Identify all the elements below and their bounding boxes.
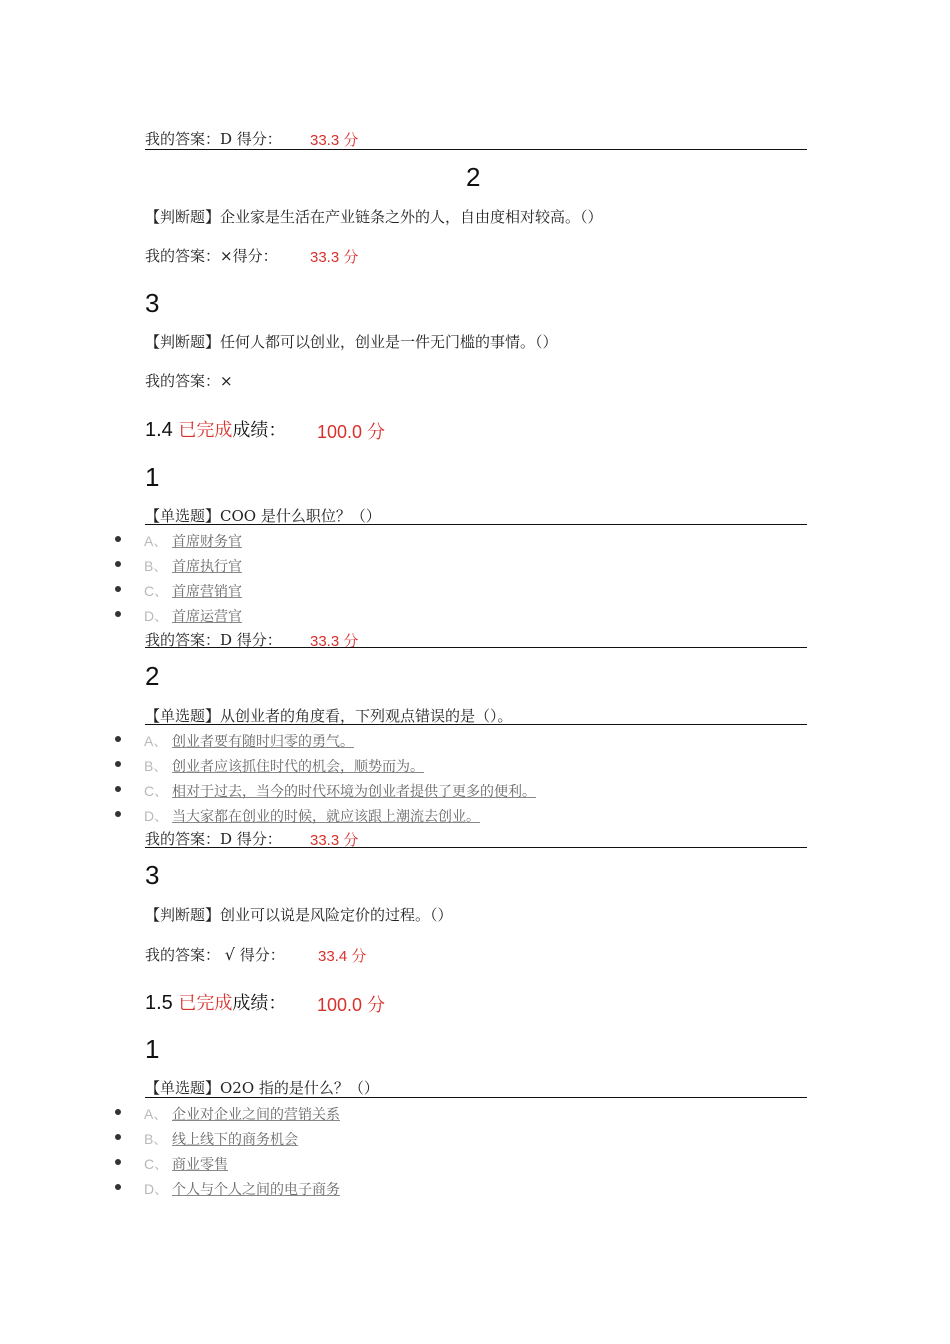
- question-text: 【判断题】创业可以说是风险定价的过程。（）: [145, 906, 453, 924]
- question-text: 【单选题】COO 是什么职位？（）: [145, 507, 381, 525]
- option-letter: D、: [144, 808, 169, 824]
- question-text: 【单选题】从创业者的角度看，下列观点错误的是（）。: [145, 707, 513, 725]
- bullet-icon: [115, 736, 121, 742]
- bullet-icon: [115, 536, 121, 542]
- answer-mark: ×: [220, 247, 233, 265]
- section-number: 1.4: [145, 419, 173, 441]
- question-number: 1: [145, 1034, 160, 1064]
- bullet-icon: [115, 1134, 121, 1140]
- option-text[interactable]: 商业零售: [172, 1157, 228, 1173]
- bullet-icon: [115, 1109, 121, 1115]
- divider: [145, 149, 807, 150]
- section-number: 1.5: [145, 992, 173, 1014]
- option-letter: A、: [144, 533, 168, 549]
- section-header: [145, 989, 286, 1015]
- bullet-icon: [115, 811, 121, 817]
- question-number: 3: [145, 288, 160, 318]
- question-number: 2: [466, 162, 481, 192]
- option-letter: B、: [144, 558, 168, 574]
- option-letter: D、: [144, 1181, 169, 1197]
- grade-label: 成绩：: [232, 420, 287, 441]
- option-text[interactable]: 企业对企业之间的营销关系: [172, 1107, 340, 1123]
- option-letter: A、: [144, 1106, 168, 1122]
- grade-label: 成绩：: [232, 993, 287, 1014]
- question-text: 【判断题】任何人都可以创业，创业是一件无门槛的事情。（）: [145, 333, 558, 351]
- answer-line: [145, 370, 233, 391]
- option-letter: C、: [144, 1156, 169, 1172]
- score-label: 得分：: [239, 946, 285, 964]
- score-value: 33.3 分: [310, 633, 359, 650]
- answer-line: [145, 828, 282, 849]
- option-text[interactable]: 首席财务官: [172, 534, 242, 550]
- option-letter: B、: [144, 1131, 168, 1147]
- option-letter: C、: [144, 783, 169, 799]
- section-header: [145, 416, 286, 442]
- option-letter: B、: [144, 758, 168, 774]
- option-text[interactable]: 创业者应该抓住时代的机会，顺势而为。: [172, 759, 424, 775]
- score-value: 33.3 分: [310, 249, 359, 266]
- divider: [145, 1097, 807, 1098]
- answer-label: 我的答案：: [145, 372, 221, 390]
- question-text: 【判断题】企业家是生活在产业链条之外的人，自由度相对较高。（）: [145, 208, 603, 226]
- option-letter: D、: [144, 608, 169, 624]
- section-grade: 100.0 分: [317, 995, 386, 1015]
- score-value: 33.4 分: [318, 948, 367, 965]
- answer-line: [145, 944, 285, 965]
- option-letter: A、: [144, 733, 168, 749]
- answer-mark: ×: [220, 372, 233, 390]
- option-text[interactable]: 首席运营官: [172, 609, 242, 625]
- question-number: 3: [145, 860, 160, 890]
- bullet-icon: [115, 761, 121, 767]
- divider: [145, 724, 807, 725]
- score-label: 得分：: [232, 247, 278, 265]
- answer-mark: √: [224, 945, 235, 964]
- answer-label: 我的答案：D 得分：: [145, 130, 282, 148]
- option-letter: C、: [144, 583, 169, 599]
- score-value: 33.3 分: [310, 132, 359, 149]
- answer-label: 我的答案：D 得分：: [145, 631, 282, 649]
- divider: [145, 847, 807, 848]
- bullet-icon: [115, 1184, 121, 1190]
- question-number: 1: [145, 462, 160, 492]
- answer-line: [145, 245, 278, 266]
- option-text[interactable]: 创业者要有随时归零的勇气。: [172, 734, 354, 750]
- answer-line: [145, 128, 282, 149]
- answer-label: 我的答案：: [145, 247, 221, 265]
- bullet-icon: [115, 611, 121, 617]
- option-text[interactable]: 当大家都在创业的时候，就应该跟上潮流去创业。: [172, 809, 480, 825]
- section-status: 已完成: [178, 993, 233, 1014]
- bullet-icon: [115, 786, 121, 792]
- divider: [145, 647, 807, 648]
- option-text[interactable]: 首席营销官: [172, 584, 242, 600]
- question-text: 【单选题】O2O 指的是什么？（）: [145, 1079, 379, 1097]
- question-number: 2: [145, 661, 160, 691]
- answer-label: 我的答案：: [145, 946, 221, 964]
- bullet-icon: [115, 586, 121, 592]
- option-text[interactable]: 线上线下的商务机会: [172, 1132, 298, 1148]
- answer-label: 我的答案：D 得分：: [145, 830, 282, 848]
- option-text[interactable]: 个人与个人之间的电子商务: [172, 1182, 340, 1198]
- section-grade: 100.0 分: [317, 422, 386, 442]
- divider: [145, 524, 807, 525]
- bullet-icon: [115, 561, 121, 567]
- bullet-icon: [115, 1159, 121, 1165]
- option-text[interactable]: 首席执行官: [172, 559, 242, 575]
- section-status: 已完成: [178, 420, 233, 441]
- option-text[interactable]: 相对于过去，当今的时代环境为创业者提供了更多的便利。: [172, 784, 536, 800]
- score-value: 33.3 分: [310, 832, 359, 849]
